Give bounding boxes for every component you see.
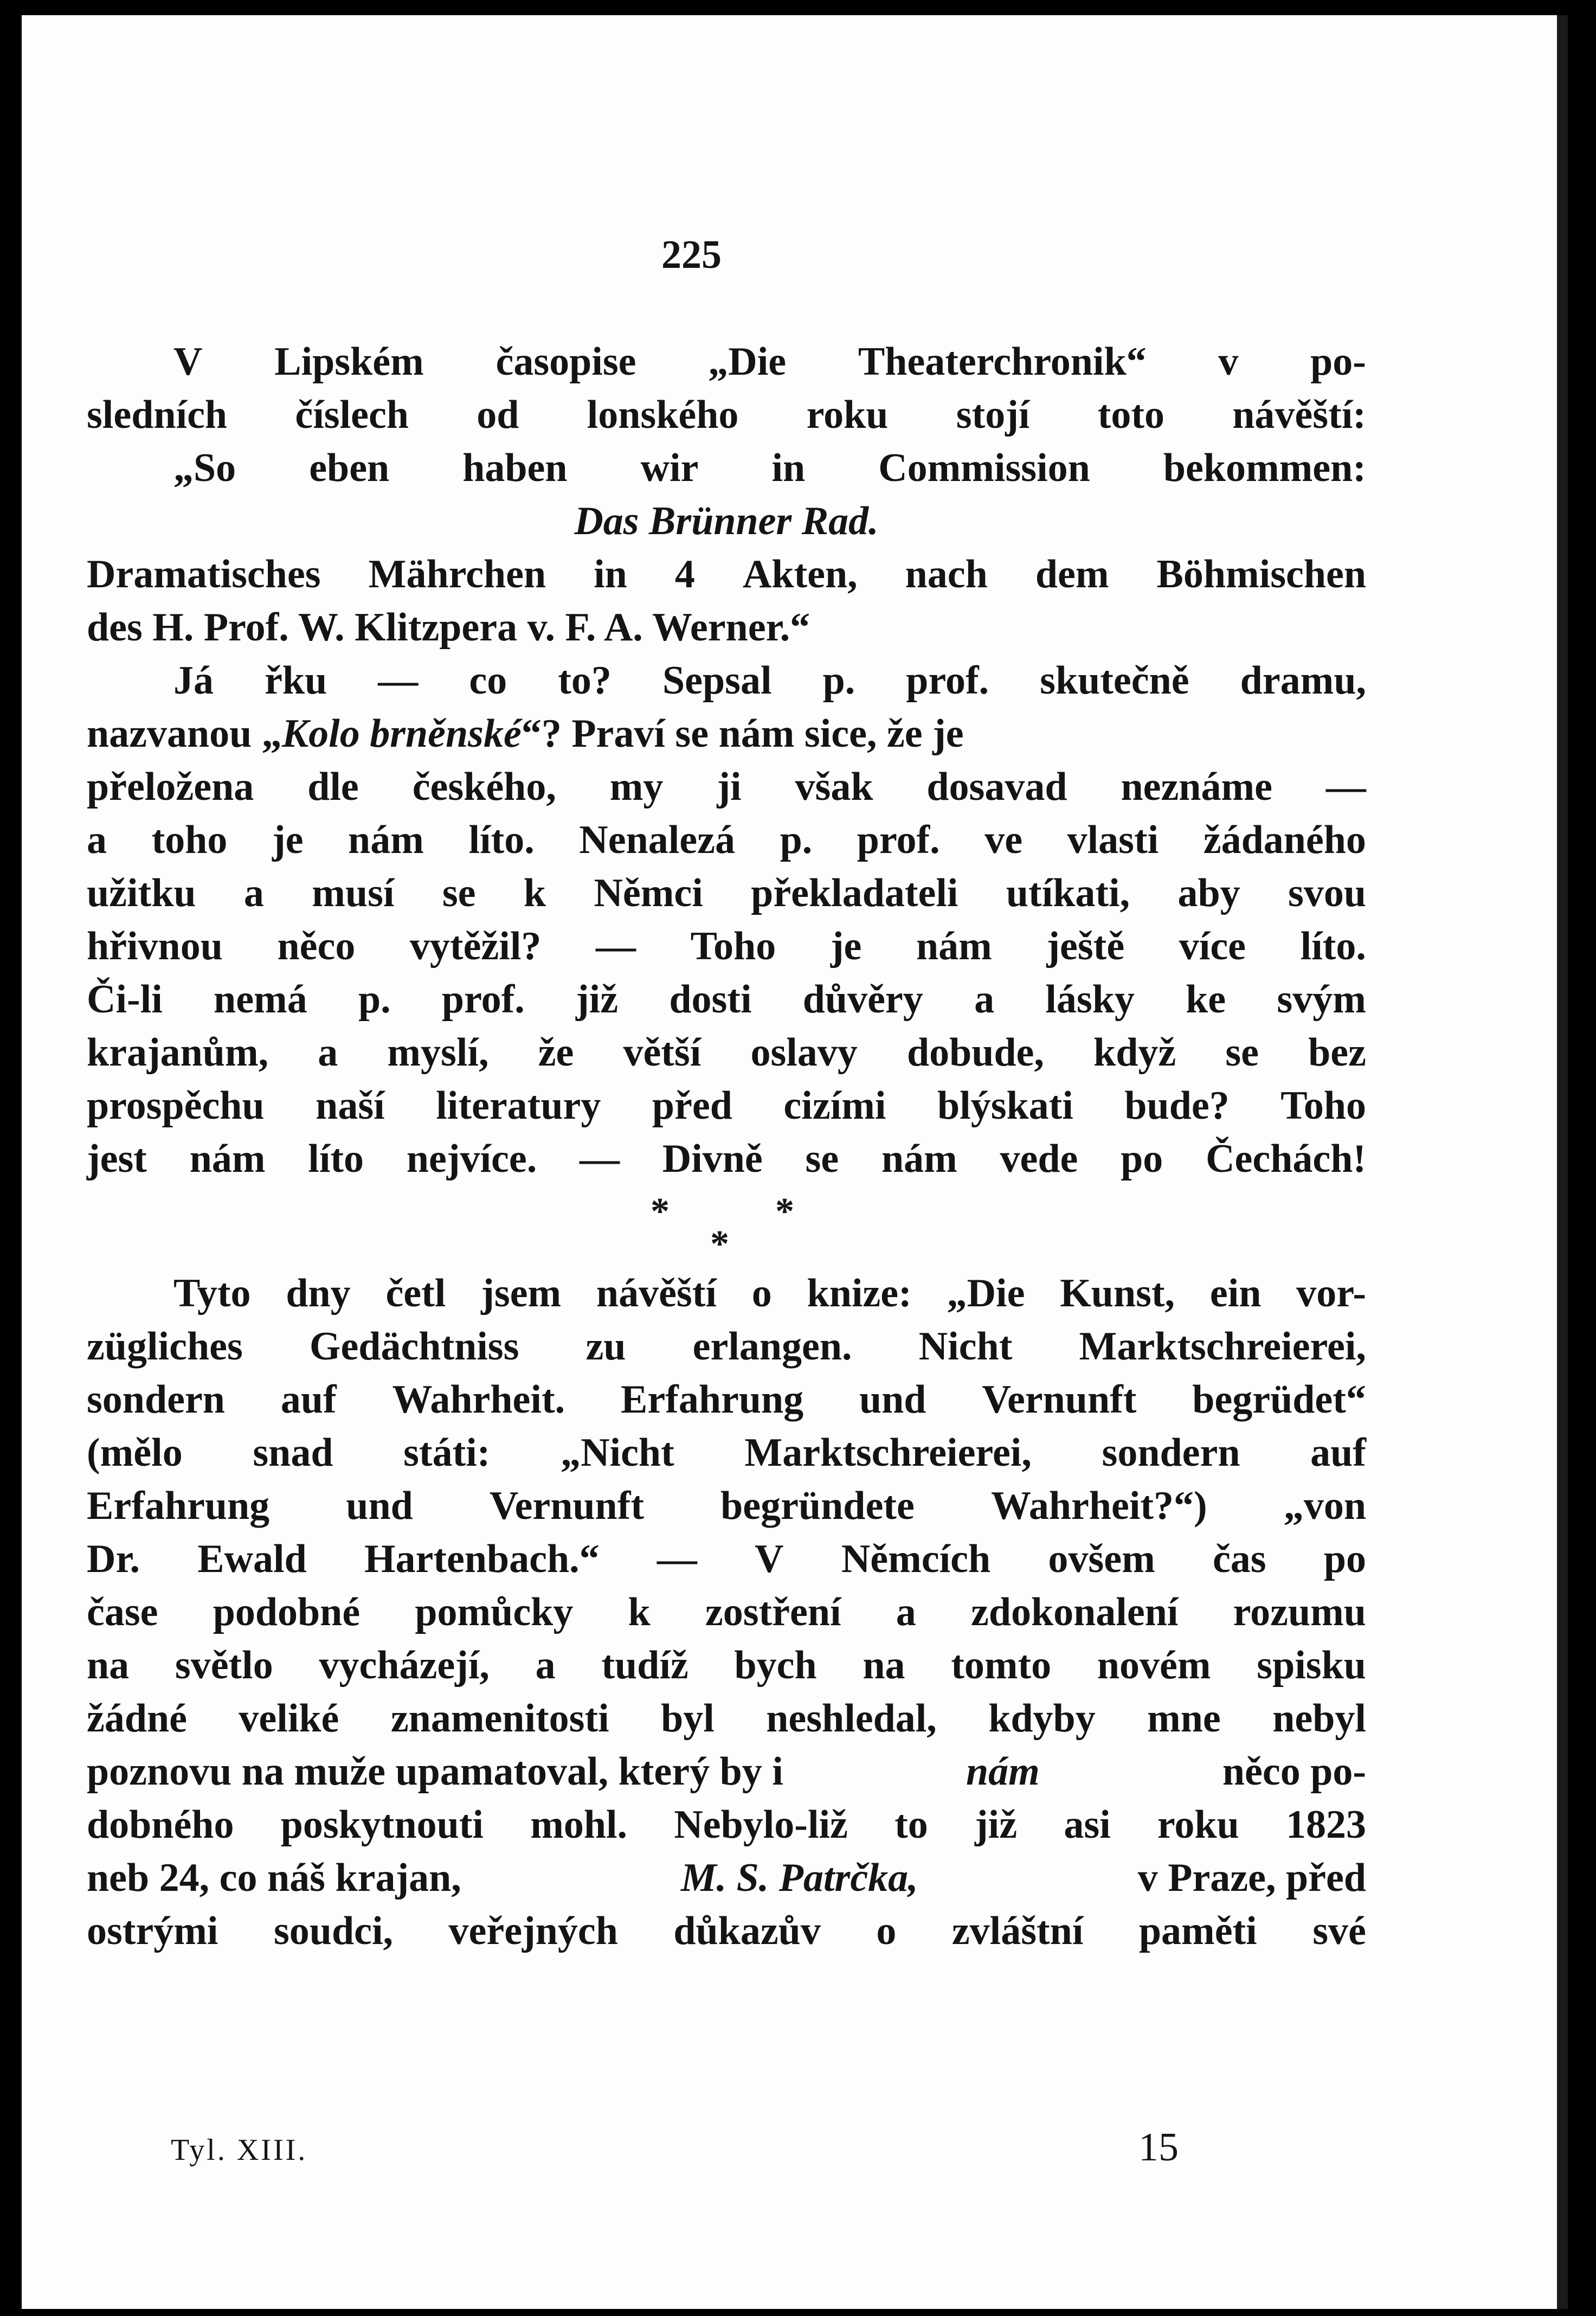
text-line: čase podobné pomůcky k zostření a zdokonalení rozumu bbox=[87, 1590, 1366, 1634]
text-line: ostrými soudci, veřejných důkazův o zvláštní paměti své bbox=[87, 1909, 1366, 1953]
signature-mark: Tyl. XIII. bbox=[171, 2133, 308, 2167]
text-line: Já řku — co to? Sepsal p. prof. skutečně dramu, bbox=[173, 658, 1366, 703]
signature-number: 15 bbox=[1138, 2125, 1179, 2170]
section-separator bbox=[87, 1185, 1366, 1267]
body-text bbox=[87, 335, 1366, 1958]
quoted-title: Das Brünner Rad. bbox=[574, 499, 879, 543]
text-line bbox=[87, 707, 1366, 760]
asterisk: * bbox=[651, 1191, 670, 1233]
text-line: V Lipském časopise „Die Theaterchronik“ v po- bbox=[173, 339, 1366, 384]
text-fragment: něco po- bbox=[1222, 1749, 1366, 1794]
asterisk: * bbox=[710, 1223, 729, 1265]
text-line: „So eben haben wir in Commission bekommen: bbox=[173, 446, 1366, 490]
asterisk: * bbox=[775, 1191, 794, 1233]
text-line: žádné veliké znamenitosti byl neshledal, kdyby mne nebyl bbox=[87, 1696, 1366, 1741]
text-line: Tyto dny četl jsem návěští o knize: „Die Kunst, ein vor- bbox=[173, 1271, 1366, 1316]
text-fragment: v Praze, před bbox=[1137, 1856, 1366, 1900]
text-line: přeložena dle českého, my ji však dosavad neznáme — bbox=[87, 765, 1366, 809]
book-page bbox=[22, 15, 1568, 2309]
text-line: (mělo snad státi: „Nicht Marktschreierei, sondern auf bbox=[87, 1430, 1366, 1475]
italic-word: nám bbox=[966, 1749, 1040, 1794]
italic-name: M. S. Patrčka, bbox=[680, 1856, 918, 1900]
page-edge bbox=[1557, 15, 1568, 2309]
text-line: sondern auf Wahrheit. Erfahrung und Vernunft begrüdet“ bbox=[87, 1377, 1366, 1422]
text-line: hřivnou něco vytěžil? — Toho je nám ještě více líto. bbox=[87, 924, 1366, 968]
text-line: krajanům, a myslí, že větší oslavy dobude, když se bez bbox=[87, 1030, 1366, 1075]
page-number: 225 bbox=[661, 233, 722, 277]
text-line: jest nám líto nejvíce. — Divně se nám vede po Čechách! bbox=[87, 1137, 1366, 1181]
text-line: zügliches Gedächtniss zu erlangen. Nicht Marktschreierei, bbox=[87, 1324, 1366, 1369]
text-line: des H. Prof. W. Klitzpera v. F. A. Werner.“ bbox=[87, 605, 810, 650]
italic-title: Kolo brněnské bbox=[281, 711, 522, 756]
text-line: Dramatisches Mährchen in 4 Akten, nach dem Böhmischen bbox=[87, 552, 1366, 596]
text-line: Erfahrung und Vernunft begründete Wahrheit?“) „von bbox=[87, 1484, 1366, 1528]
text-line: prospěchu naší literatury před cizími blýskati bude? Toho bbox=[87, 1083, 1366, 1128]
text-fragment: neb 24, co náš krajan, bbox=[87, 1856, 461, 1900]
text-line: na světlo vycházejí, a tudíž bych na tomto novém spisku bbox=[87, 1643, 1366, 1688]
text-fragment: poznovu na muže upamatoval, který by i bbox=[87, 1749, 783, 1794]
text-line: Či-li nemá p. prof. již dosti důvěry a lásky ke svým bbox=[87, 977, 1366, 1022]
text-line bbox=[87, 1851, 1366, 1904]
text-fragment: nazvanou „ bbox=[87, 711, 282, 756]
text-line: Dr. Ewald Hartenbach.“ — V Němcích ovšem čas po bbox=[87, 1537, 1366, 1581]
text-line: užitku a musí se k Němci překladateli utíkati, aby svou bbox=[87, 871, 1366, 915]
text-line: dobného poskytnouti mohl. Nebylo-liž to již asi roku 1823 bbox=[87, 1802, 1366, 1847]
text-line: a toho je nám líto. Nenalezá p. prof. ve vlasti žádaného bbox=[87, 818, 1366, 862]
text-line: sledních číslech od lonského roku stojí toto návěští: bbox=[87, 393, 1366, 437]
text-fragment: “? Praví se nám sice, že je bbox=[521, 711, 964, 756]
text-line bbox=[87, 1745, 1366, 1798]
